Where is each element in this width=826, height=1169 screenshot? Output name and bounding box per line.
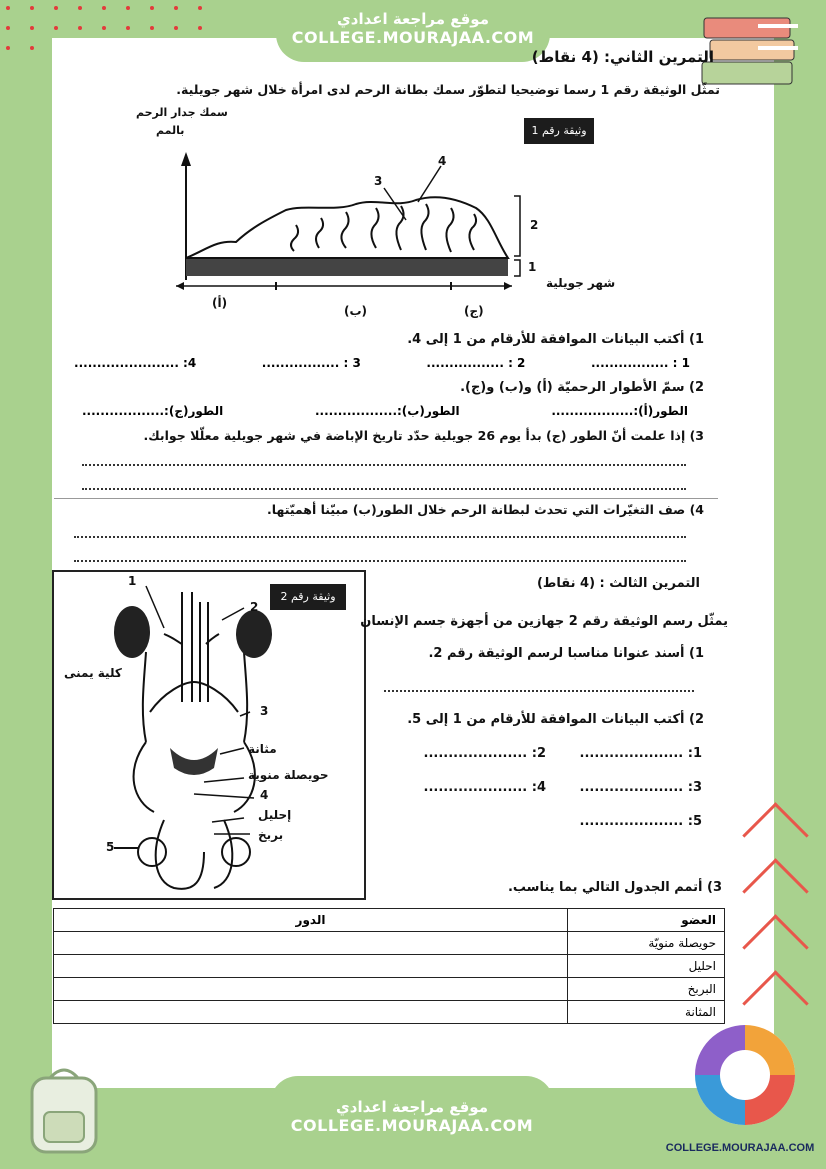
role-cell[interactable] <box>54 932 568 955</box>
ex3-question-2: 2) أكتب البيانات الموافقة للأرقام من 1 إلى 5. <box>407 712 704 727</box>
uterus-thickness-diagram <box>136 100 616 325</box>
ex3-field-5[interactable]: 5: ..................... <box>579 814 702 829</box>
organ-cell: حويصلة منويّة <box>568 932 725 955</box>
ex2-question-3: 3) إذا علمت أنّ الطور (ج) بدأ يوم 26 جويلية حدّد تاريخ الإباضة في شهر جويلية معلّلا جوابك. <box>143 428 704 443</box>
table-row <box>54 955 725 978</box>
column-role: الدور <box>54 909 568 932</box>
phase-a-label: (أ) <box>212 296 228 310</box>
answer-line[interactable] <box>74 536 686 538</box>
site-url: COLLEGE.MOURAJAA.COM <box>290 1116 534 1135</box>
site-logo-icon <box>690 1020 800 1130</box>
ex3-field-3[interactable]: 3: ..................... <box>579 780 702 795</box>
exercise3-title: التمرين الثالث : (4 نقاط) <box>536 576 700 591</box>
answer-field-3[interactable]: 3 : ................. <box>261 356 361 370</box>
site-banner-top[interactable] <box>276 0 550 62</box>
ex3-field-1[interactable]: 1: ..................... <box>579 746 702 761</box>
urogenital-label-3: 3 <box>260 704 269 718</box>
answer-line[interactable] <box>384 690 694 692</box>
phase-b-field[interactable]: الطور(ب):.................. <box>314 404 460 418</box>
doc-2-label: وثيقة رقم 2 <box>270 584 346 610</box>
kidney-label: كلية يمنى <box>64 666 122 680</box>
ex3-field-4[interactable]: 4: ..................... <box>423 780 546 795</box>
ex2-question-1: 1) أكتب البيانات الموافقة للأرقام من 1 إلى 4. <box>407 332 704 347</box>
site-url: COLLEGE.MOURAJAA.COM <box>291 28 535 47</box>
label-2: 2 <box>530 218 539 232</box>
role-cell[interactable] <box>54 955 568 978</box>
label-3: 3 <box>374 174 383 188</box>
answer-field-2[interactable]: 2 : ................. <box>426 356 526 370</box>
table-header-row <box>54 909 725 932</box>
urogenital-diagram <box>52 570 366 900</box>
ex2-question-4: 4) صف التغيّرات التي تحدث لبطانة الرحم خلال الطور(ب) مبيّنا أهميّتها. <box>267 502 704 517</box>
answer-field-1[interactable]: 1 : ................. <box>590 356 690 370</box>
doc-1-label: وثيقة رقم 1 <box>524 118 594 144</box>
bladder-label: مثانة <box>248 742 277 756</box>
table-row <box>54 1001 725 1024</box>
logo-caption: COLLEGE.MOURAJAA.COM <box>665 1142 815 1154</box>
urogenital-label-5: 5 <box>106 840 115 854</box>
ex2-q2-fields <box>82 404 688 424</box>
site-name-arabic: موقع مراجعة اعدادي <box>336 1098 488 1116</box>
urogenital-label-2: 2 <box>250 600 259 614</box>
site-banner-bottom[interactable] <box>270 1076 554 1169</box>
exercise3-intro: يمثّل رسم الوثيقة رقم 2 جهازين من أجهزة جسم الإنسان <box>360 614 728 629</box>
exercise2-title: التمرين الثاني: (4 نقاط) <box>531 48 714 66</box>
ex3-question-1: 1) أسند عنوانا مناسبا لرسم الوثيقة رقم 2. <box>428 646 704 661</box>
organ-cell: البربخ <box>568 978 725 1001</box>
ex2-question-2: 2) سمّ الأطوار الرحميّة (أ) و(ب) و(ج). <box>460 380 704 395</box>
answer-field-4[interactable]: 4: ....................... <box>74 356 197 370</box>
table-row <box>54 978 725 1001</box>
organ-cell: احليل <box>568 955 725 978</box>
organ-role-table <box>53 908 725 1024</box>
answer-line[interactable] <box>82 464 686 466</box>
label-4: 4 <box>438 154 447 168</box>
organ-cell: المثانة <box>568 1001 725 1024</box>
ex2-q1-fields <box>74 356 690 376</box>
ex3-field-2[interactable]: 2: ..................... <box>423 746 546 761</box>
endometrium-drawing <box>136 100 616 325</box>
backpack-icon <box>14 1058 114 1158</box>
phase-c-label: (ج) <box>464 304 484 318</box>
axis-label-2: بالمم <box>156 124 185 137</box>
phase-a-field[interactable]: الطور(أ):.................. <box>551 404 688 418</box>
column-organ: العضو <box>568 909 725 932</box>
answer-line[interactable] <box>82 488 686 490</box>
phase-c-field[interactable]: الطور(ج):.................. <box>82 404 224 418</box>
ex3-question-3: 3) أتمم الجدول التالي بما يناسب. <box>507 880 722 895</box>
epididymis-label: بربخ <box>258 828 284 842</box>
phase-b-label: (ب) <box>344 304 368 318</box>
divider <box>54 498 718 499</box>
table-row <box>54 932 725 955</box>
urogenital-label-1: 1 <box>128 574 137 588</box>
month-label: شهر جويلية <box>546 276 616 290</box>
male-urogenital-drawing <box>54 572 364 898</box>
answer-line[interactable] <box>74 560 686 562</box>
role-cell[interactable] <box>54 1001 568 1024</box>
exercise2-intro: تمثّل الوثيقة رقم 1 رسما توضيحيا لتطوّر سمك بطانة الرحم لدى امرأة خلال شهر جويلية. <box>176 82 720 97</box>
role-cell[interactable] <box>54 978 568 1001</box>
label-1: 1 <box>528 260 537 274</box>
axis-label-1: سمك جدار الرحم <box>136 106 228 119</box>
site-name-arabic: موقع مراجعة اعدادي <box>337 10 489 28</box>
urethra-label: إحليل <box>258 808 292 822</box>
vesicle-label: حويصلة منوية <box>248 768 329 782</box>
urogenital-label-4: 4 <box>260 788 269 802</box>
